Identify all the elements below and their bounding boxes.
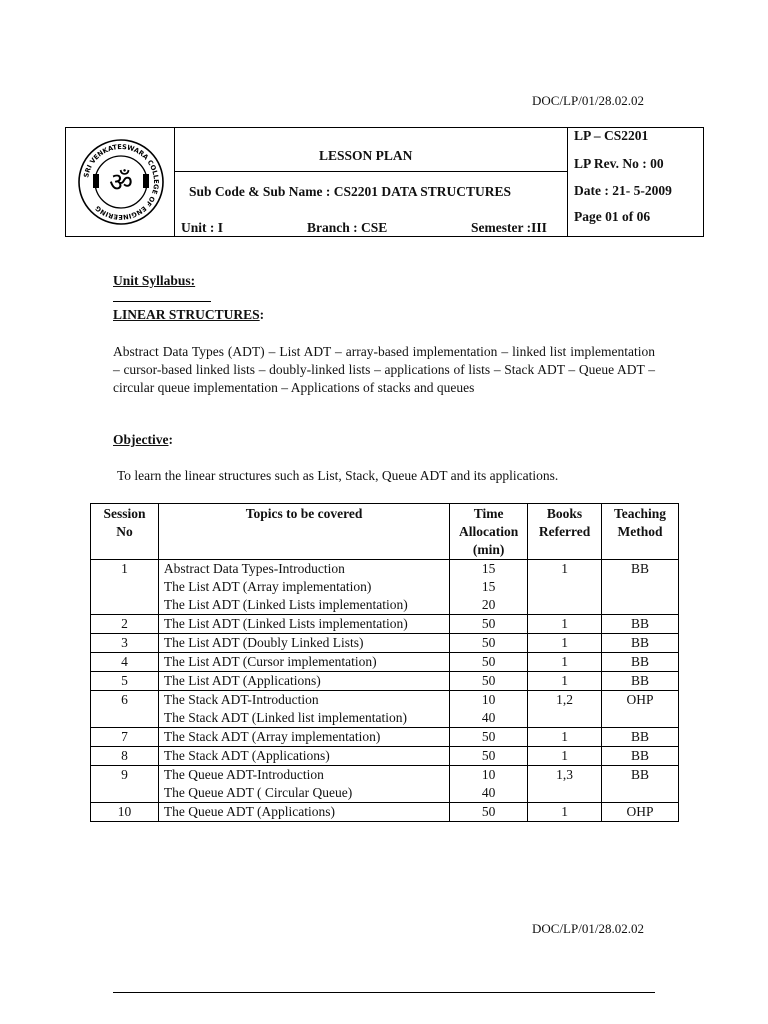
topic-line: The Stack ADT (Linked list implementation) — [163, 710, 408, 725]
session-number-cell: 2 — [91, 615, 159, 634]
time-value: 50 — [481, 748, 496, 763]
session-number-cell: 7 — [91, 728, 159, 747]
topic-line: The List ADT (Linked Lists implementation) — [163, 616, 408, 631]
time-value: 10 — [481, 767, 496, 782]
session-number-cell: 6 — [91, 691, 159, 728]
time-allocation-cell — [450, 653, 528, 672]
books-referred-cell: 1 — [528, 653, 602, 672]
books-referred-cell: 1 — [528, 803, 602, 822]
subject-value: : CS2201 DATA STRUCTURES — [325, 184, 512, 199]
topic-line: The Queue ADT (Applications) — [163, 804, 336, 819]
topic-line: The Queue ADT-Introduction — [163, 767, 324, 782]
topic-line: The Stack ADT (Array implementation) — [163, 729, 381, 744]
table-row — [91, 728, 679, 747]
time-allocation-cell — [450, 634, 528, 653]
time-allocation-cell — [450, 728, 528, 747]
topic-line: The Stack ADT (Applications) — [163, 748, 330, 763]
topic-line: Abstract Data Types-Introduction — [163, 561, 345, 576]
time-value: 50 — [481, 635, 496, 650]
branch-field: Branch : CSE — [307, 220, 388, 235]
session-number-cell: 9 — [91, 766, 159, 803]
books-referred-cell: 1 — [528, 634, 602, 653]
session-number-cell: 10 — [91, 803, 159, 822]
heading-rule — [113, 301, 211, 302]
books-referred-cell: 1 — [528, 728, 602, 747]
college-logo — [77, 138, 165, 226]
topic-line: The Queue ADT ( Circular Queue) — [163, 785, 353, 800]
teaching-method-cell: BB — [602, 728, 679, 747]
header-time: Time Allocation (min) — [450, 504, 528, 560]
time-allocation-cell — [450, 615, 528, 634]
lp-code: LP – CS2201 — [574, 128, 649, 143]
topics-cell — [158, 691, 449, 728]
teaching-method-cell: OHP — [602, 803, 679, 822]
time-allocation-cell — [450, 747, 528, 766]
teaching-method-cell: OHP — [602, 691, 679, 728]
session-number-cell: 4 — [91, 653, 159, 672]
subject-label: Sub Code & Sub Name — [189, 184, 323, 199]
table-row — [91, 615, 679, 634]
teaching-method-cell: BB — [602, 766, 679, 803]
lesson-schedule-table — [90, 503, 679, 822]
time-value: 50 — [481, 654, 496, 669]
session-number-cell: 8 — [91, 747, 159, 766]
objective-colon: : — [168, 432, 173, 447]
topics-cell — [158, 766, 449, 803]
time-allocation-cell — [450, 803, 528, 822]
time-value: 40 — [481, 785, 496, 800]
college-logo-cell — [66, 128, 175, 236]
books-referred-cell: 1 — [528, 560, 602, 615]
table-header-row — [91, 504, 679, 560]
topics-cell — [158, 634, 449, 653]
table-row — [91, 653, 679, 672]
teaching-method-cell: BB — [602, 615, 679, 634]
books-referred-cell: 1 — [528, 615, 602, 634]
page-number: Page 01 of 06 — [574, 209, 651, 224]
teaching-method-cell: BB — [602, 672, 679, 691]
time-value: 15 — [481, 579, 496, 594]
topics-cell — [158, 728, 449, 747]
topic-line: The List ADT (Linked Lists implementation) — [163, 597, 408, 612]
table-row — [91, 560, 679, 615]
time-value: 50 — [481, 804, 496, 819]
header-session: Session No — [91, 504, 159, 560]
table-row — [91, 803, 679, 822]
lesson-plan-title: LESSON PLAN — [319, 148, 413, 163]
time-allocation-cell — [450, 672, 528, 691]
objective-heading: Objective — [113, 432, 169, 447]
section-heading: LINEAR STRUCTURES — [113, 307, 260, 322]
time-value: 15 — [481, 561, 496, 576]
time-allocation-cell — [450, 560, 528, 615]
topics-cell — [158, 672, 449, 691]
semester-field: Semester :III — [471, 220, 547, 235]
teaching-method-cell: BB — [602, 634, 679, 653]
session-number-cell: 1 — [91, 560, 159, 615]
table-row — [91, 672, 679, 691]
lp-revision: LP Rev. No : 00 — [574, 156, 664, 171]
teaching-method-cell: BB — [602, 560, 679, 615]
teaching-method-cell: BB — [602, 653, 679, 672]
header-method: Teaching Method — [602, 504, 679, 560]
time-allocation-cell — [450, 691, 528, 728]
svg-text:ॐ: ॐ — [109, 168, 133, 198]
lp-date: Date : 21- 5-2009 — [574, 183, 672, 198]
topics-cell — [158, 803, 449, 822]
session-number-cell: 3 — [91, 634, 159, 653]
time-value: 10 — [481, 692, 496, 707]
topic-line: The Stack ADT-Introduction — [163, 692, 319, 707]
topics-cell — [158, 615, 449, 634]
time-value: 50 — [481, 673, 496, 688]
table-row — [91, 691, 679, 728]
time-value: 20 — [481, 597, 496, 612]
svg-text:SRI VENKATESWARA COLLEGE OF EN: SRI VENKATESWARA COLLEGE OF ENGINEERING — [82, 142, 161, 222]
unit-field: Unit : I — [181, 220, 224, 235]
document-reference-bottom: DOC/LP/01/28.02.02 — [532, 921, 644, 936]
topic-line: The List ADT (Doubly Linked Lists) — [163, 635, 364, 650]
time-value: 50 — [481, 616, 496, 631]
time-value: 50 — [481, 729, 496, 744]
unit-syllabus-heading: Unit Syllabus: — [113, 273, 196, 288]
header-books: Books Referred — [528, 504, 602, 560]
books-referred-cell: 1 — [528, 747, 602, 766]
topic-line: The List ADT (Cursor implementation) — [163, 654, 377, 669]
syllabus-text: Abstract Data Types (ADT) – List ADT – array-based implementation – linked list implementation – cursor-based linked lists – doubly-linked lists – applications of lists – Stack ADT – Queue ADT – circular queue implementation – Applications of stacks and queues — [113, 344, 655, 395]
header-divider — [175, 171, 567, 172]
topics-cell — [158, 560, 449, 615]
topics-cell — [158, 747, 449, 766]
books-referred-cell: 1,3 — [528, 766, 602, 803]
topic-line: The List ADT (Array implementation) — [163, 579, 372, 594]
footer-rule — [113, 992, 655, 993]
session-number-cell: 5 — [91, 672, 159, 691]
table-row — [91, 747, 679, 766]
section-colon: : — [259, 307, 265, 322]
topics-cell — [158, 653, 449, 672]
teaching-method-cell: BB — [602, 747, 679, 766]
lesson-plan-header — [65, 127, 704, 237]
document-reference-top: DOC/LP/01/28.02.02 — [532, 93, 644, 108]
table-row — [91, 766, 679, 803]
table-row — [91, 634, 679, 653]
books-referred-cell: 1 — [528, 672, 602, 691]
books-referred-cell: 1,2 — [528, 691, 602, 728]
header-meta-cell — [567, 128, 704, 236]
time-value: 40 — [481, 710, 496, 725]
objective-text: To learn the linear structures such as List, Stack, Queue ADT and its applications. — [117, 468, 559, 483]
header-topics: Topics to be covered — [158, 504, 449, 560]
time-allocation-cell — [450, 766, 528, 803]
topic-line: The List ADT (Applications) — [163, 673, 321, 688]
